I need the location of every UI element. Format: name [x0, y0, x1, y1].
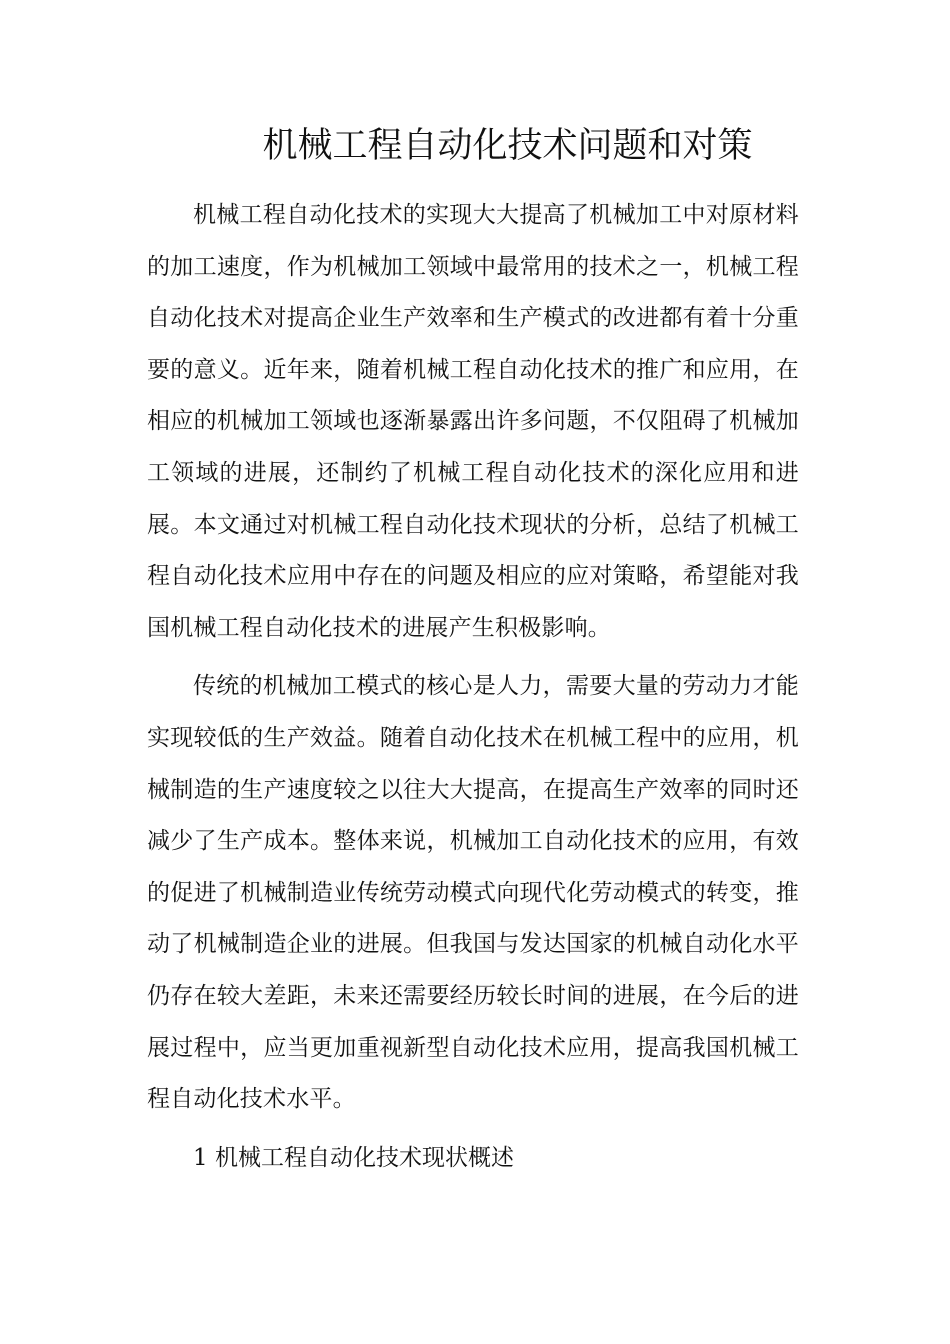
section-heading: 1 机械工程自动化技术现状概述 — [193, 1144, 514, 1171]
document-title: 机械工程自动化技术问题和对策 — [262, 126, 753, 166]
document-body — [147, 190, 799, 1184]
paragraph-intro: 机械工程自动化技术的实现大大提高了机械加工中对原材料的加工速度，作为机械加工领域中最常用的技术之一，机械工程自动化技术对提高企业生产效率和生产模式的改进都有着十分重要的意义。近年来，随着机械工程自动化技术的推广和应用，在相应的机械加工领域也逐渐暴露出许多问题，不仅阻碍了机械加工领域的进展，还制约了机械工程自动化技术的深化应用和进展。本文通过对机械工程自动化技术现状的分析，总结了机械工程自动化技术应用中存在的问题及相应的应对策略，希望能对我国机械工程自动化技术的进展产生积极影响。 — [147, 202, 799, 641]
paragraph-background: 传统的机械加工模式的核心是人力，需要大量的劳动力才能实现较低的生产效益。随着自动化技术在机械工程中的应用，机械制造的生产速度较之以往大大提高，在提高生产效率的同时还减少了生产成本。整体来说，机械加工自动化技术的应用，有效的促进了机械制造业传统劳动模式向现代化劳动模式的转变，推动了机械制造企业的进展。但我国与发达国家的机械自动化水平仍存在较大差距，未来还需要经历较长时间的进展，在今后的进展过程中，应当更加重视新型自动化技术应用，提高我国机械工程自动化技术水平。 — [147, 673, 799, 1113]
